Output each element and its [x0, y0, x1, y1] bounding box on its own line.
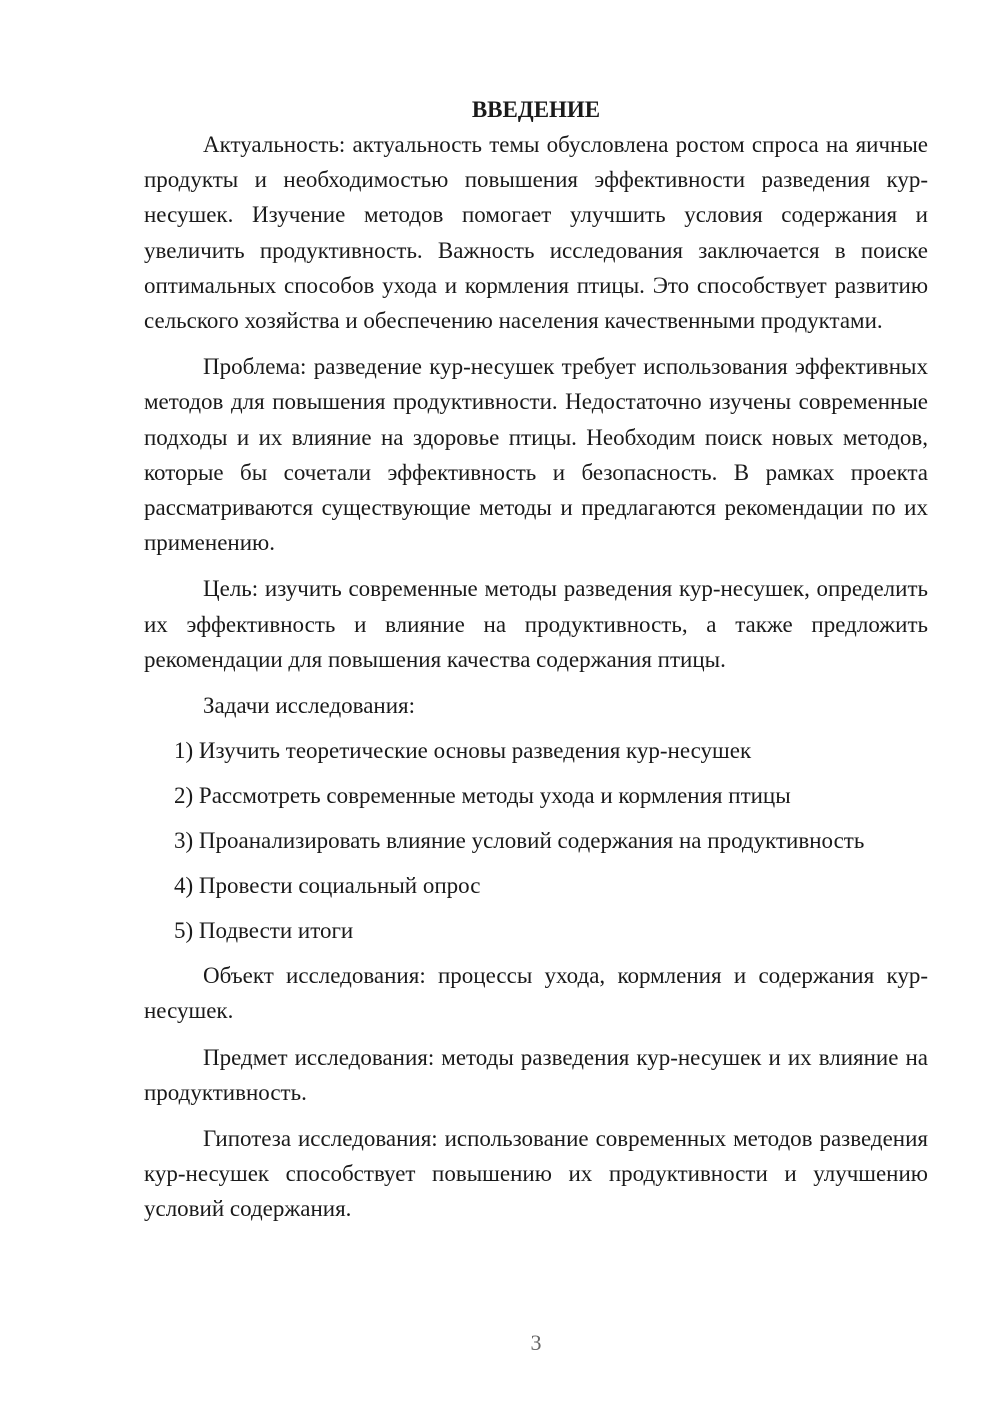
relevance-paragraph: Актуальность: актуальность темы обусловлена ростом спроса на яичные продукты и необходимостью повышения эффективности разведения кур-несушек. Изучение методов помогает улучшить условия содержания и увеличить продуктивность. Важность исследования заключается в поиске оптимальных способов ухода и кормления птицы. Это способствует развитию сельского хозяйства и обеспечению населения качественными продуктами. [144, 132, 928, 334]
goal-paragraph: Цель: изучить современные методы разведения кур-несушек, определить их эффективность и влияние на продуктивность, а также предложить рекомендации для повышения качества содержания птицы. [144, 576, 928, 672]
problem-paragraph: Проблема: разведение кур-несушек требует использования эффективных методов для повышения продуктивности. Недостаточно изучены современные подходы и их влияние на здоровье птицы. Необходим поиск новых методов, которые бы сочетали эффективность и безопасность. В рамках проекта рассматриваются существующие методы и предлагаются рекомендации по их применению. [144, 354, 928, 556]
tasks-label: Задачи исследования: [203, 693, 416, 719]
task-item: 5) Подвести итоги [174, 918, 354, 944]
task-item: 1) Изучить теоретические основы разведения кур-несушек [174, 738, 752, 764]
page-content [144, 92, 928, 1227]
subject-paragraph: Предмет исследования: методы разведения кур-несушек и их влияние на продуктивность. [144, 1044, 928, 1105]
task-item: 4) Провести социальный опрос [174, 873, 481, 899]
page-number: 3 [530, 1330, 542, 1355]
hypothesis-paragraph: Гипотеза исследования: использование современных методов разведения кур-несушек способствует повышению их продуктивности и улучшению условий содержания. [144, 1126, 928, 1222]
task-item: 3) Проанализировать влияние условий содержания на продуктивность [174, 828, 865, 854]
object-paragraph: Объект исследования: процессы ухода, кормления и содержания кур-несушек. [144, 963, 928, 1024]
task-item: 2) Рассмотреть современные методы ухода и кормления птицы [174, 783, 791, 809]
page-title: ВВЕДЕНИЕ [471, 97, 601, 122]
